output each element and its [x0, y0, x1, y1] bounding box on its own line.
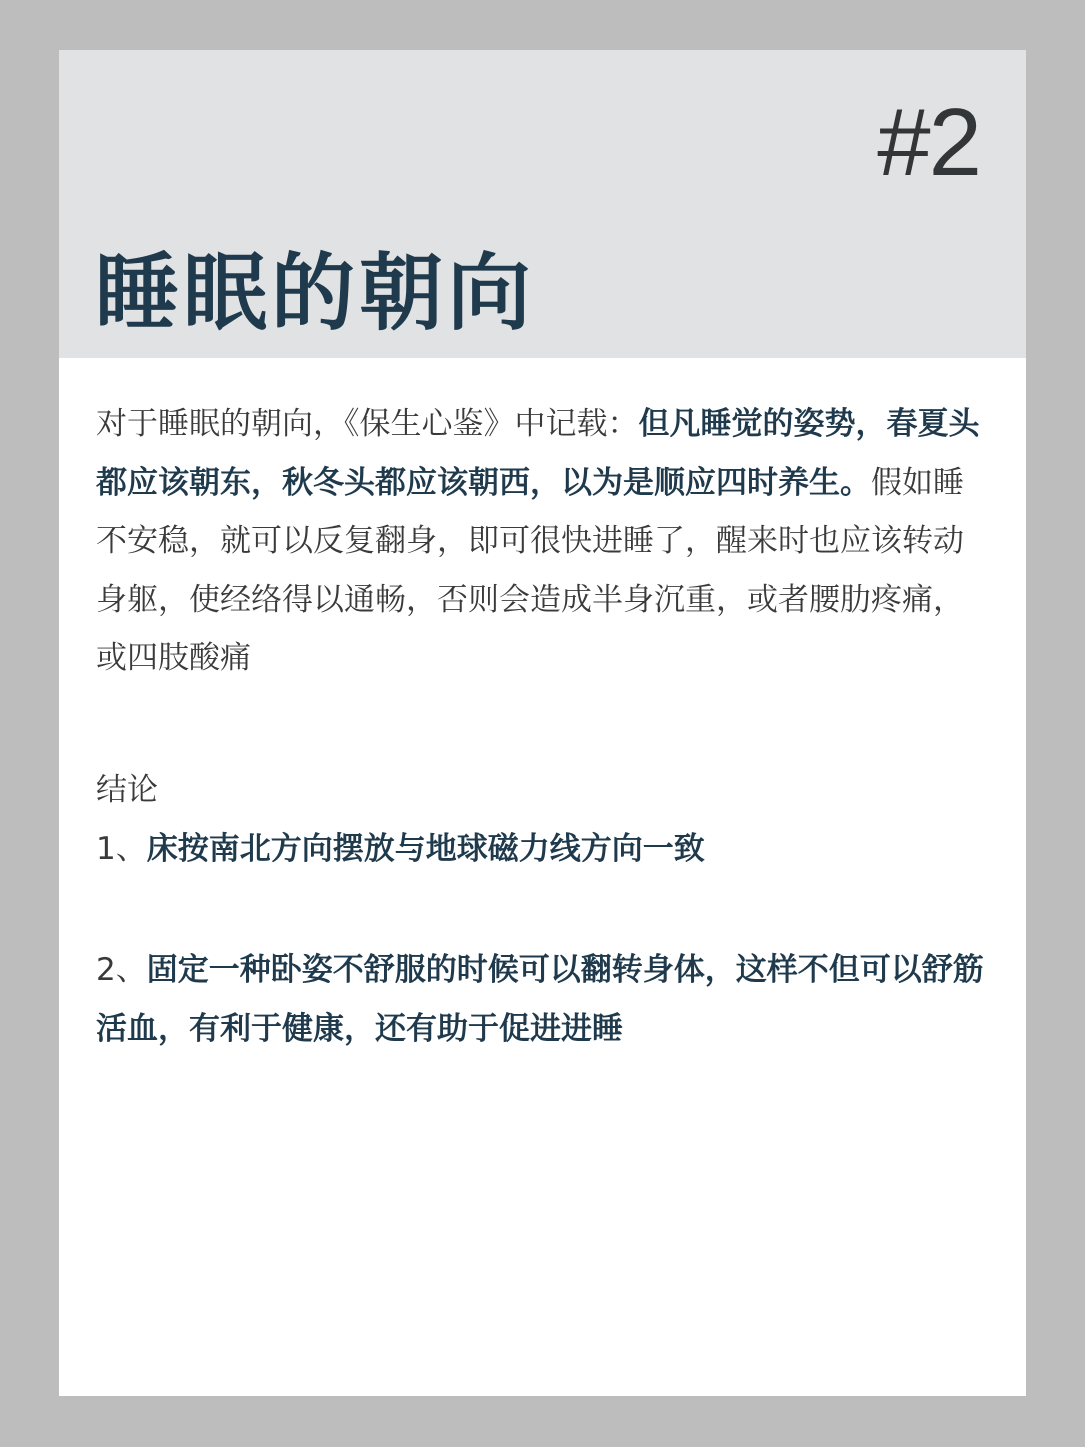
- page-title: 睡眠的朝向: [95, 244, 536, 342]
- card-header: [59, 50, 1026, 358]
- intro-quote: 但凡睡觉的姿势，春夏头都应该朝东，秋冬头都应该朝西，以为是顺应四时养生。: [96, 406, 980, 501]
- item-prefix: 1、: [96, 831, 147, 867]
- conclusion-label: 结论: [96, 772, 158, 808]
- item-text: 床按南北方向摆放与地球磁力线方向一致: [146, 831, 705, 867]
- conclusion-item: [96, 941, 991, 1058]
- intro-rest: 假如睡不安稳，就可以反复翻身，即可很快进睡了，醒来时也应该转动身躯，使经络得以通畅，否则会造成半身沉重，或者腰肋疼痛，或四肢酸痛: [96, 464, 964, 676]
- item-prefix: 2、: [96, 952, 147, 988]
- intro-paragraph: [96, 395, 991, 688]
- intro-lead: 对于睡眠的朝向，《保生心鉴》中记载：: [96, 406, 639, 442]
- section-number: #2: [877, 89, 980, 196]
- article-card: [59, 50, 1026, 1396]
- item-text: 固定一种卧姿不舒服的时候可以翻转身体，这样不但可以舒筋活血，有利于健康，还有助于促进进睡: [96, 952, 984, 1047]
- conclusion-item: [96, 820, 991, 879]
